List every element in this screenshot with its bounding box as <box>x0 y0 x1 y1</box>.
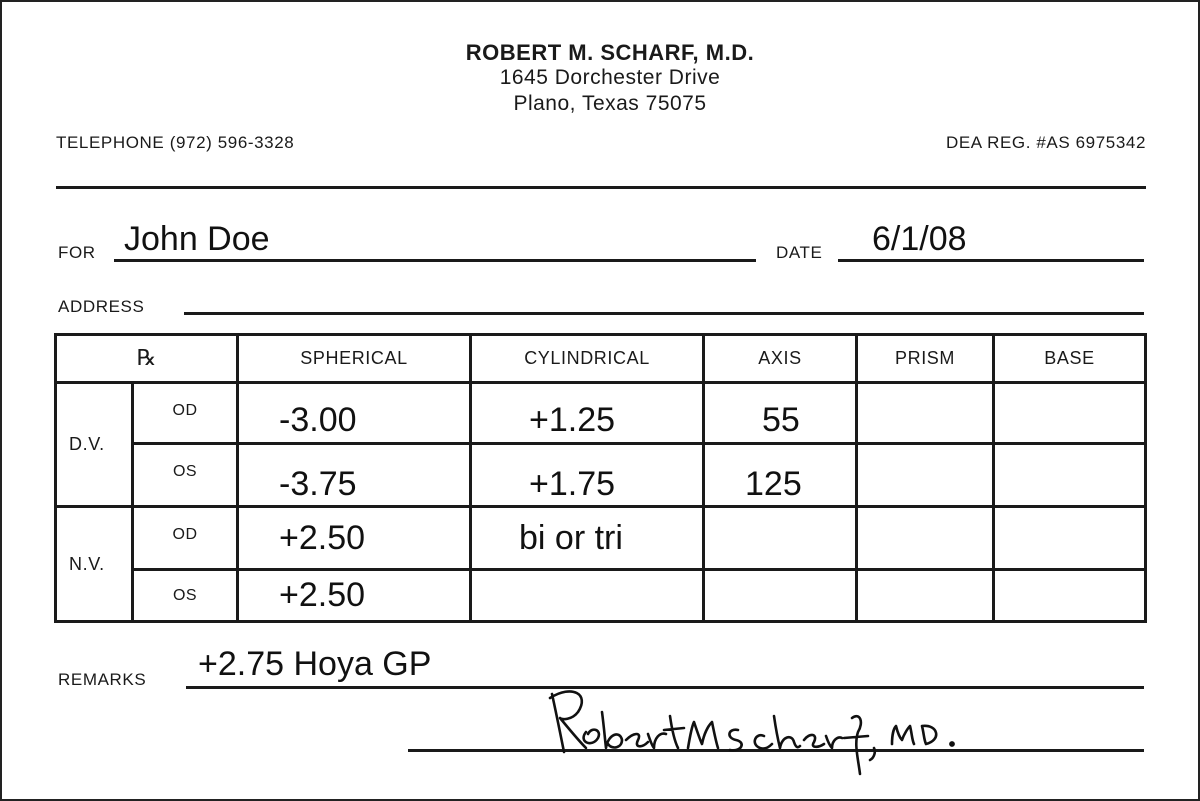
remarks-label: REMARKS <box>58 670 147 689</box>
nv-od-axis[interactable] <box>704 507 857 570</box>
eye-label-os: OS <box>133 444 238 507</box>
signature-image <box>542 682 972 782</box>
table-row <box>56 383 1146 444</box>
eye-label-od: OD <box>133 507 238 570</box>
eye-label-od: OD <box>133 383 238 444</box>
doctor-name: ROBERT M. SCHARF, M.D. <box>465 40 755 65</box>
table-row <box>56 444 1146 507</box>
nv-os-spherical[interactable]: +2.50 <box>238 570 471 622</box>
eye-label-os: OS <box>133 570 238 622</box>
date-value[interactable]: 6/1/08 <box>872 220 967 258</box>
dv-os-cylindrical[interactable]: +1.75 <box>471 444 704 507</box>
col-base: BASE <box>994 335 1146 383</box>
nv-os-base[interactable] <box>994 570 1146 622</box>
address-underline <box>184 312 1144 315</box>
dv-os-spherical[interactable]: -3.75 <box>238 444 471 507</box>
dv-os-base[interactable] <box>994 444 1146 507</box>
dv-od-prism[interactable] <box>857 383 994 444</box>
header-divider <box>56 186 1146 189</box>
nv-label: N.V. <box>56 507 133 622</box>
address-label: ADDRESS <box>58 297 145 316</box>
dv-od-axis[interactable]: 55 <box>704 383 857 444</box>
table-row <box>56 507 1146 570</box>
signature <box>542 682 972 782</box>
dv-od-base[interactable] <box>994 383 1146 444</box>
rx-table <box>54 333 1147 623</box>
address-line-1: 1645 Dorchester Drive <box>499 66 721 89</box>
col-cylindrical: CYLINDRICAL <box>471 335 704 383</box>
address-line-2: Plano, Texas 75075 <box>513 92 707 115</box>
dv-os-axis[interactable]: 125 <box>704 444 857 507</box>
dv-os-prism[interactable] <box>857 444 994 507</box>
dv-label: D.V. <box>56 383 133 507</box>
nv-od-cylindrical[interactable]: bi or tri <box>471 507 704 570</box>
for-underline <box>114 259 756 262</box>
nv-od-base[interactable] <box>994 507 1146 570</box>
nv-os-prism[interactable] <box>857 570 994 622</box>
col-axis: AXIS <box>704 335 857 383</box>
nv-od-prism[interactable] <box>857 507 994 570</box>
nv-os-axis[interactable] <box>704 570 857 622</box>
dea-registration: DEA REG. #AS 6975342 <box>945 133 1146 152</box>
rx-header-row <box>56 335 1146 383</box>
nv-os-cylindrical[interactable] <box>471 570 704 622</box>
telephone: TELEPHONE (972) 596-3328 <box>56 133 295 152</box>
date-underline <box>838 259 1144 262</box>
col-prism: PRISM <box>857 335 994 383</box>
dv-od-cylindrical[interactable]: +1.25 <box>471 383 704 444</box>
for-label: FOR <box>58 243 96 262</box>
nv-od-spherical[interactable]: +2.50 <box>238 507 471 570</box>
col-spherical: SPHERICAL <box>238 335 471 383</box>
remarks-value[interactable]: +2.75 Hoya GP <box>198 645 432 683</box>
dv-od-spherical[interactable]: -3.00 <box>238 383 471 444</box>
table-row <box>56 570 1146 622</box>
patient-name[interactable]: John Doe <box>124 220 270 258</box>
date-label: DATE <box>776 243 823 262</box>
rx-symbol: ℞ <box>56 335 238 383</box>
